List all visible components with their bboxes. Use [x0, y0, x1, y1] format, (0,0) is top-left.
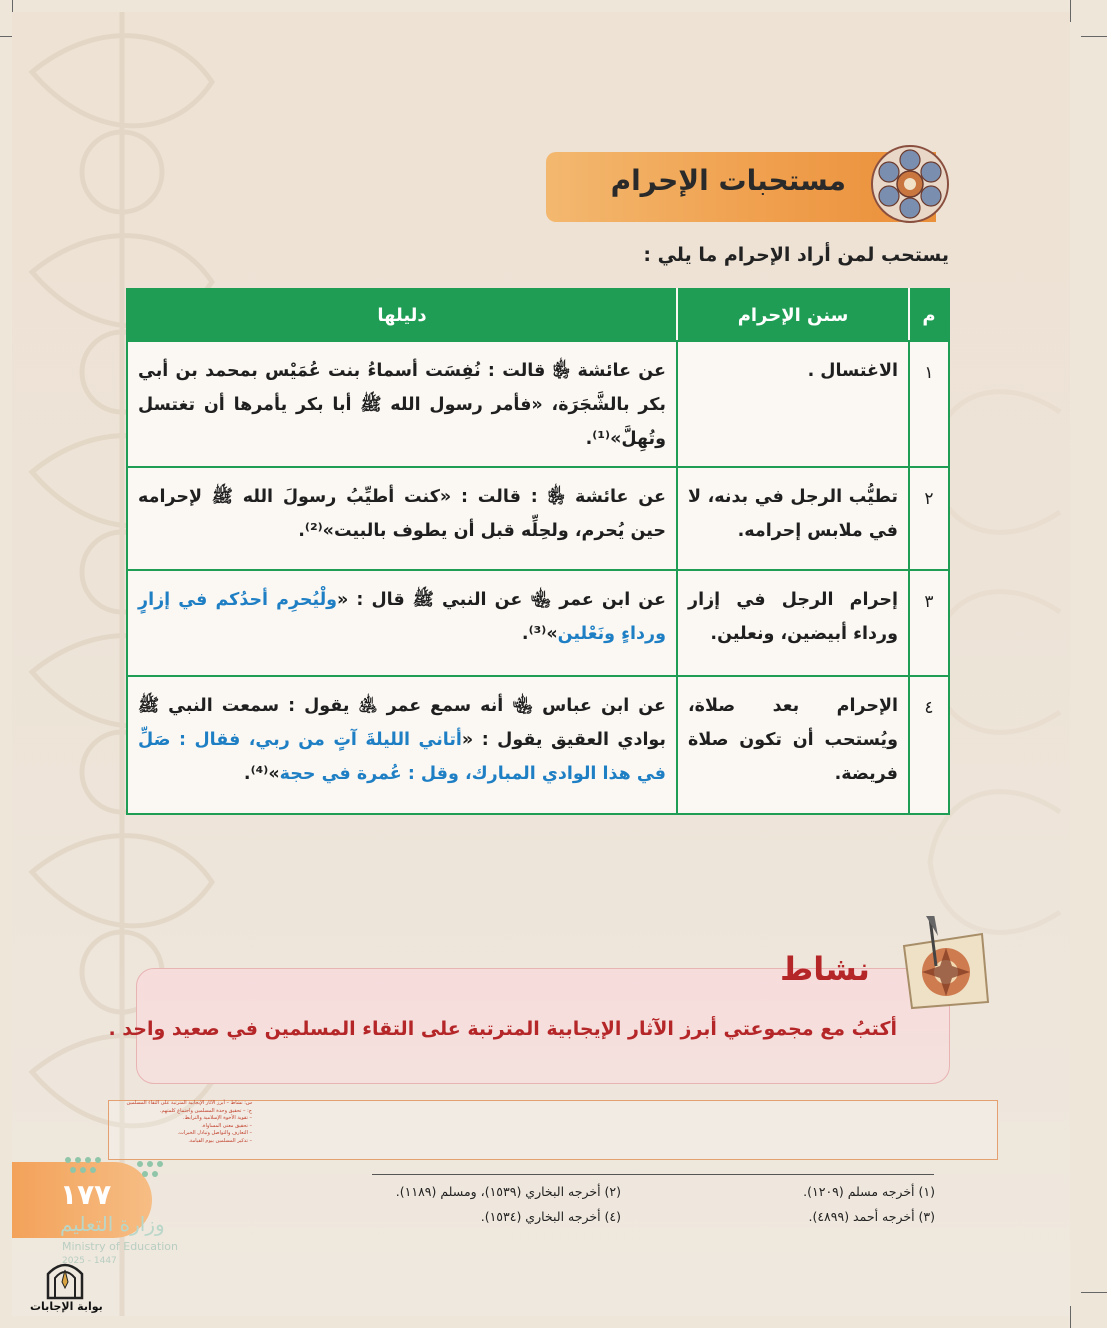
footnote: (٤) أخرجه البخاري (١٥٣٤). [480, 1209, 621, 1224]
evidence-cell [127, 570, 677, 676]
evidence-cell: عن عائشة ﵂ : قالت : «كنت أطيِّبُ رسولَ الله ﷺ لإحرامه حين يُحرم، ولحِلِّه قبل أن يطوف بالبيت»⁽²⁾. [127, 467, 677, 570]
crop-mark [1070, 0, 1071, 22]
answer-line: – التعارف والتواصل وتبادل الخبرات. [177, 1130, 252, 1136]
sunnah-cell: إحرام الرجل في إزار ورداء أبيضين، ونعلين. [677, 570, 909, 676]
watermark-label: بوابة الإجابات [30, 1300, 103, 1313]
row-number: ٤ [909, 676, 949, 814]
quill-paper-icon [890, 916, 1000, 1016]
table-row [127, 341, 949, 467]
answer-notes [112, 1100, 252, 1145]
hadith-highlight: أتاني الليلةَ آتٍ من ربي، فقال : صَلِّ في هذا الوادي المبارك، وقل : عُمرة في حجة [138, 730, 666, 784]
intro-sentence: يستحب لمن أراد الإحرام ما يلي : [643, 244, 949, 266]
table-row [127, 570, 949, 676]
footnote: (٣) أخرجه أحمد (٤٨٩٩). [808, 1209, 935, 1224]
medallion-icon [868, 142, 952, 226]
ministry-name-en: Ministry of Education [62, 1240, 179, 1253]
lesson-title: مستحبات الإحرام [610, 164, 846, 197]
crop-mark [1081, 36, 1107, 37]
sunnah-cell: الاغتسال . [677, 341, 909, 467]
header-num: م [909, 289, 949, 341]
answer-line: ج: – تحقيق وحدة المسلمين واجتماع كلمتهم. [159, 1107, 252, 1114]
page-number: ١٧٧ [60, 1178, 112, 1211]
header-evidence: دليلها [127, 289, 677, 341]
evidence-end: »⁽⁴⁾. [243, 764, 280, 784]
footnote-rule [372, 1174, 934, 1175]
row-number: ١ [909, 341, 949, 467]
crop-mark [1081, 1292, 1107, 1293]
evidence-cell: عن عائشة ﵂ قالت : نُفِسَت أسماءُ بنت عُمَيْس بمحمد بن أبي بكر بالشَّجَرَة، «فأمر رسول الله ﷺ أبا بكر يأمرها أن تغتسل وتُهِلَّ»⁽¹⁾. [127, 341, 677, 467]
table-row [127, 676, 949, 814]
footnote: (١) أخرجه مسلم (١٢٠٩). [803, 1184, 935, 1199]
answer-line: – تذكير المسلمين بيوم القيامة. [188, 1137, 252, 1144]
header-sunnah: سنن الإحرام [677, 289, 909, 341]
sunan-table [126, 288, 950, 815]
answer-line: – تقوية الأخوة الإسلامية والترابط. [183, 1115, 252, 1121]
evidence-end: »⁽³⁾. [521, 624, 558, 644]
crop-mark [1070, 1306, 1071, 1328]
answer-line: – تحقيق معنى المساواة. [201, 1122, 252, 1129]
activity-title: نشاط [780, 950, 870, 988]
row-number: ٣ [909, 570, 949, 676]
ministry-name: وزارة التعليم [60, 1212, 165, 1236]
row-number: ٢ [909, 467, 949, 570]
sunnah-cell: تطيُّب الرجل في بدنه، لا في ملابس إحرامه. [677, 467, 909, 570]
activity-text: أكتبُ مع مجموعتي أبرز الآثار الإيجابية المترتبة على التقاء المسلمين في صعيد واحد . [108, 1018, 897, 1040]
evidence-cell [127, 676, 677, 814]
hadith-highlight: ولْيُحرِم أحدُكم في إزارٍ ورداءٍ ونَعْلين [138, 590, 666, 644]
evidence-text: عن ابن عمر ﵄ عن النبي ﷺ قال : « [337, 590, 666, 610]
footnote: (٢) أخرجه البخاري (١٥٣٩)، ومسلم (١١٨٩). [395, 1184, 621, 1199]
sunnah-cell: الإحرام بعد صلاة، ويُستحب أن تكون صلاة فريضة. [677, 676, 909, 814]
answer-line: س: نشاط – أبرز الآثار الإيجابية المترتبة على التقاء المسلمين [126, 1100, 252, 1106]
table-header-row [127, 289, 949, 341]
evidence-text: عن ابن عباس ﵄ أنه سمع عمر ﵁ يقول : سمعت النبي ﷺ بوادي العقيق يقول : « [138, 696, 666, 750]
table-row [127, 467, 949, 570]
gate-logo-icon [44, 1256, 86, 1300]
edition-year: 2025 - 1447 [62, 1256, 117, 1266]
